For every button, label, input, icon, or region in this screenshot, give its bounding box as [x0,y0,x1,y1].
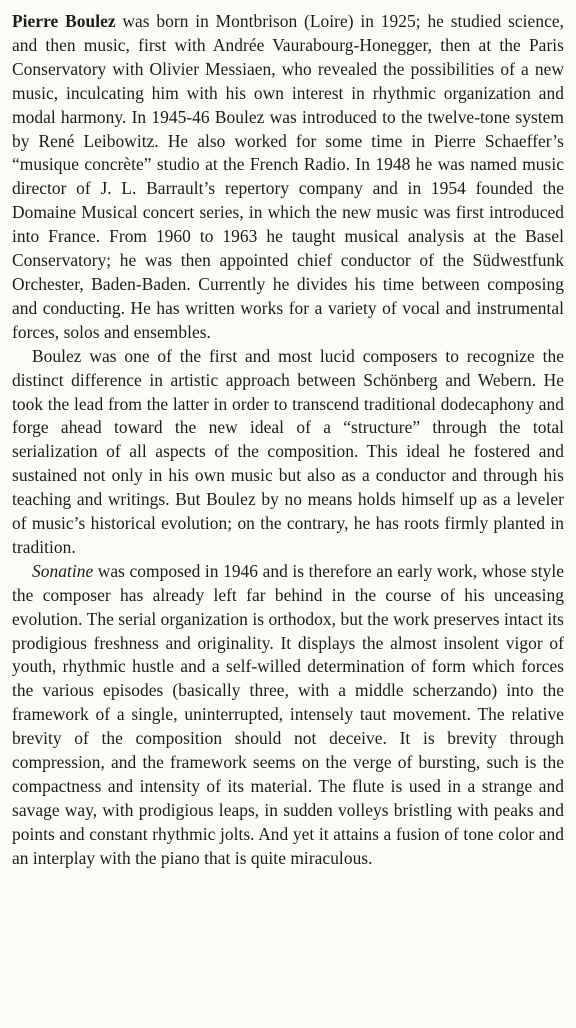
paragraph-style-text: Boulez was one of the first and most lucid composers to recognize the distinct difference in artistic approach between Schönberg and Webern. He took the lead from the latter in order to transcend traditional dodecaphony and forge ahead toward the new ideal of a “structure” through the total serialization of all aspects of the composition. This ideal he fostered and sustained not only in his own music but also as a conductor and through his teaching and writings. But Boulez by no means holds himself up as a leveler of music’s historical evolution; on the contrary, he has roots firmly planted in tradition. [12,345,564,557]
paragraph-sonatine [12,560,564,871]
composer-name: Pierre Boulez [12,11,116,31]
paragraph-biography [12,10,564,345]
paragraph-style [12,345,564,560]
liner-notes-page [12,10,564,1018]
paragraph-biography-text: was born in Montbrison (Loire) in 1925; he studied science, and then music, first with Andrée Vaurabourg-Honegger, then at the Paris Conservatory with Olivier Messiaen, who revealed the possibilities of a new music, inculcating him with his own interest in rhythmic organization and modal harmony. In 1945-46 Boulez was introduced to the twelve-tone system by René Leibowitz. He also worked for some time in Pierre Schaeffer’s “musique concrète” studio at the French Radio. In 1948 he was named music director of J. L. Barrault’s repertory company and in 1954 founded the Domaine Musical concert series, in which the new music was first introduced into France. From 1960 to 1963 he taught musical analysis at the Basel Conservatory; he was then appointed chief conductor of the Südwestfunk Orchester, Baden-Baden. Currently he divides his time between composing and conducting. He has written works for a variety of vocal and instrumental forces, solos and ensembles. [12,11,564,342]
paragraph-sonatine-text: was composed in 1946 and is therefore an early work, whose style the composer has already left far behind in the course of his unceasing evolution. The serial organization is orthodox, but the work preserves intact its prodigious freshness and originality. It displays the almost insolent vigor of youth, rhythmic hustle and a self-willed determination of form which forces the various episodes (basically three, with a middle scherzando) into the framework of a single, uninterrupted, intensely taut movement. The relative brevity of the composition should not deceive. It is brevity through compression, and the framework seems on the verge of bursting, such is the compactness and intensity of its material. The flute is used in a strange and savage way, with prodigious leaps, in sudden volleys bristling with peaks and points and constant rhythmic jolts. And yet it attains a fusion of tone color and an interplay with the piano that is quite miraculous. [12,560,564,868]
work-title: Sonatine [32,560,94,581]
